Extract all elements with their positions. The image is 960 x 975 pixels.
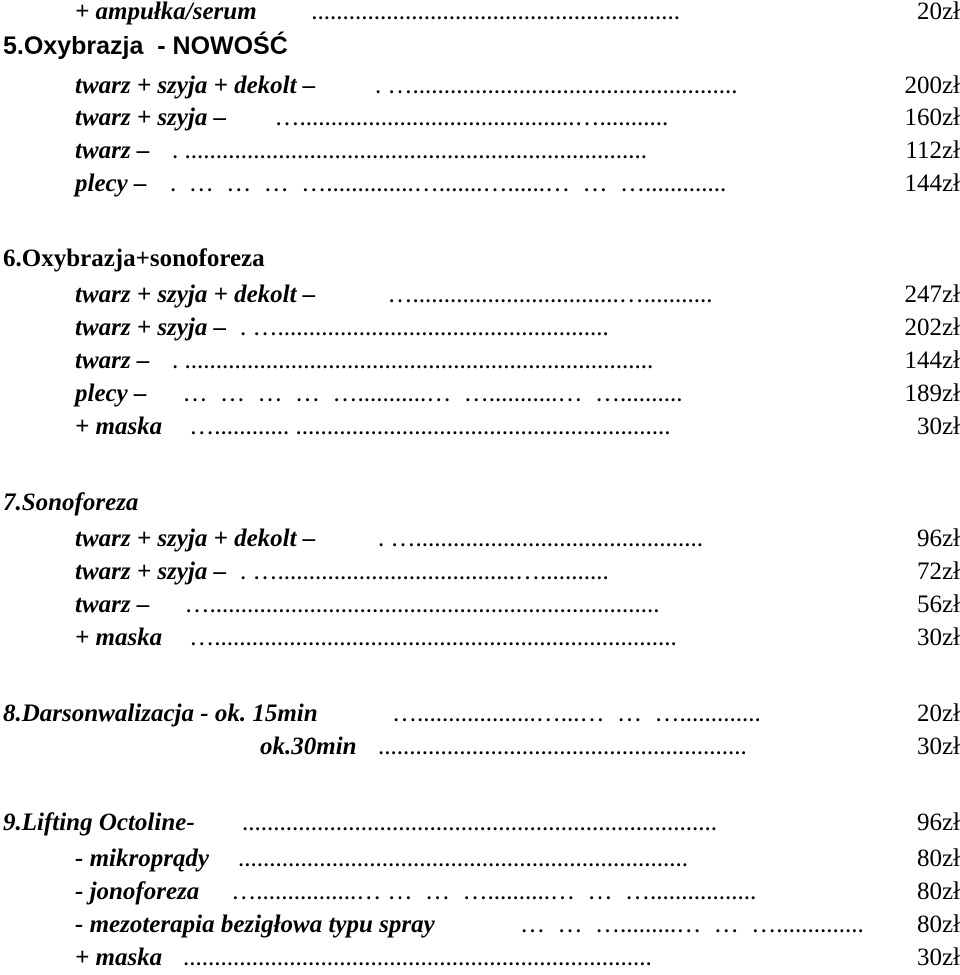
section-heading-lifting-octoline bbox=[0, 806, 960, 840]
item-price: 80zł bbox=[916, 911, 960, 938]
leader-dots: ........................................................... bbox=[305, 0, 680, 25]
leader-dots: . … … … …..............….......…......… … …............. bbox=[170, 170, 727, 197]
item-label: + maska bbox=[75, 413, 163, 440]
item-label: + maska bbox=[75, 944, 163, 971]
item-label: twarz – bbox=[75, 347, 150, 374]
price-row bbox=[0, 621, 960, 655]
price-row bbox=[0, 167, 960, 201]
item-price: 112zł bbox=[905, 137, 960, 164]
item-price: 202zł bbox=[904, 314, 960, 341]
price-row bbox=[0, 908, 960, 942]
item-label: - jonoforeza bbox=[75, 878, 200, 905]
item-label: plecy – bbox=[75, 170, 147, 197]
item-price: 96zł bbox=[916, 809, 960, 836]
price-row bbox=[0, 875, 960, 909]
leader-dots: . …..................................................... bbox=[240, 314, 615, 341]
item-price: 144zł bbox=[904, 170, 960, 197]
item-label: + ampułka/serum bbox=[75, 0, 257, 25]
price-row bbox=[0, 588, 960, 622]
price-row bbox=[0, 941, 960, 975]
price-row bbox=[0, 69, 960, 103]
item-price: 160zł bbox=[904, 104, 960, 131]
section-heading-oxybrazja bbox=[0, 29, 960, 63]
section-heading-sonoforeza bbox=[0, 486, 960, 520]
item-label: twarz + szyja – bbox=[75, 104, 227, 131]
price-row bbox=[0, 311, 960, 345]
item-label: twarz + szyja – bbox=[75, 314, 227, 341]
section-title: 6.Oxybrazja+sonoforeza bbox=[3, 245, 265, 272]
section-title: 5.Oxybrazja - NOWOŚĆ bbox=[3, 32, 288, 60]
leader-dots: … … ….........… … ….............. bbox=[520, 911, 864, 938]
leader-dots: . ….............................................. bbox=[378, 525, 703, 552]
price-row bbox=[0, 555, 960, 589]
item-label: - mezoterapia bezigłowa typu spray bbox=[75, 911, 435, 938]
price-row bbox=[0, 410, 960, 444]
item-label: plecy – bbox=[75, 380, 147, 407]
price-row bbox=[0, 344, 960, 378]
item-label: twarz + szyja – bbox=[75, 558, 227, 585]
leader-dots: . …......................................…........... bbox=[240, 558, 609, 585]
section-title: 8.Darsonwalizacja - ok. 15min bbox=[3, 700, 318, 727]
item-price: 80zł bbox=[916, 878, 960, 905]
item-label: twarz + szyja + dekolt – bbox=[75, 72, 316, 99]
price-row bbox=[0, 377, 960, 411]
item-label: twarz + szyja + dekolt – bbox=[75, 281, 316, 308]
item-price: 56zł bbox=[916, 591, 960, 618]
leader-dots: ........................................................... bbox=[378, 733, 747, 760]
item-label: twarz – bbox=[75, 591, 150, 618]
price-row bbox=[0, 842, 960, 876]
leader-dots: … … … … …...........… …...........… ….......... bbox=[170, 380, 683, 407]
item-price: 20zł bbox=[916, 700, 960, 727]
leader-dots: . ........................................................................... bbox=[172, 347, 654, 374]
section-title: 9.Lifting Octoline- bbox=[3, 809, 195, 836]
item-price: 20zł bbox=[916, 0, 960, 25]
item-price: 189zł bbox=[904, 380, 960, 407]
price-row bbox=[0, 522, 960, 556]
leader-dots: ............................................................................ bbox=[242, 809, 717, 836]
item-label: twarz – bbox=[75, 137, 150, 164]
price-row bbox=[0, 730, 960, 764]
price-row bbox=[0, 101, 960, 135]
leader-dots: …............................................…........... bbox=[262, 104, 669, 131]
leader-dots: …................… … … …..........… … …................. bbox=[225, 878, 757, 905]
item-price: 247zł bbox=[904, 281, 960, 308]
leader-dots: ….......................................................................... bbox=[183, 624, 677, 651]
item-price: 96zł bbox=[916, 525, 960, 552]
leader-dots: . .......................................................................... bbox=[172, 137, 647, 164]
item-label: - mikroprądy bbox=[75, 845, 210, 872]
item-price: 30zł bbox=[916, 624, 960, 651]
item-price: 30zł bbox=[916, 413, 960, 440]
leader-dots: …........................................................................ bbox=[172, 591, 660, 618]
item-price: 30zł bbox=[916, 944, 960, 971]
leader-dots: . ….................................................... bbox=[375, 72, 738, 99]
price-row-ampulka-serum bbox=[0, 0, 960, 29]
leader-dots: …............ ............................................................ bbox=[183, 413, 671, 440]
item-price: 72zł bbox=[916, 558, 960, 585]
price-row bbox=[0, 134, 960, 168]
leader-dots: ........................................................................... bbox=[183, 944, 652, 971]
leader-dots: ........................................................................ bbox=[238, 845, 688, 872]
price-row bbox=[0, 278, 960, 312]
leader-dots: ….................................…........... bbox=[375, 281, 713, 308]
item-label: + maska bbox=[75, 624, 163, 651]
item-price: 200zł bbox=[904, 72, 960, 99]
item-price: 30zł bbox=[916, 733, 960, 760]
item-price: 144zł bbox=[904, 347, 960, 374]
section-heading-oxybrazja-sonoforeza bbox=[0, 242, 960, 276]
item-label: ok.30min bbox=[260, 733, 357, 760]
item-label: twarz + szyja + dekolt – bbox=[75, 525, 316, 552]
section-title: 7.Sonoforeza bbox=[3, 489, 139, 516]
leader-dots: …...................…...… … …............. bbox=[392, 700, 761, 727]
section-heading-darsonwalizacja bbox=[0, 697, 960, 731]
item-price: 80zł bbox=[916, 845, 960, 872]
